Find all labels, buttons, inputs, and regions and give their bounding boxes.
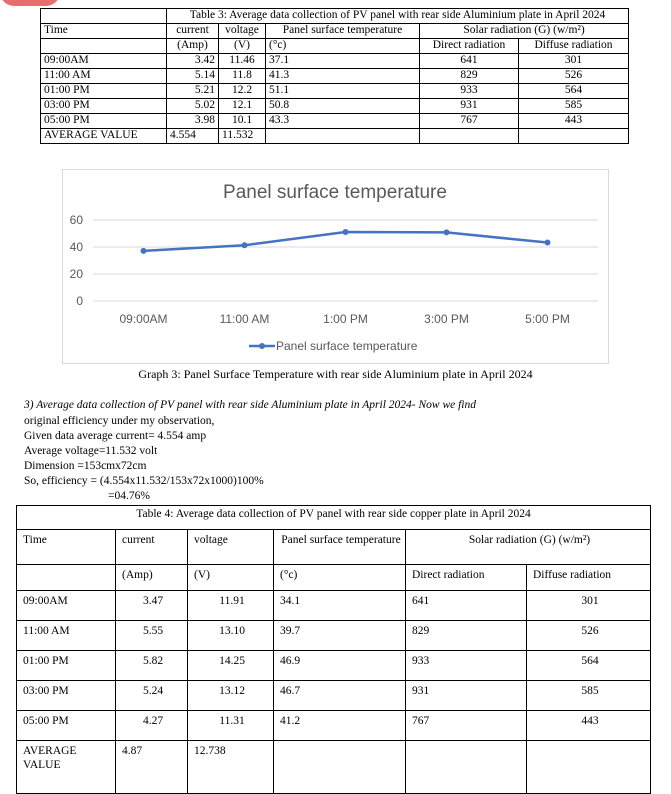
t4-header-voltage: voltage — [188, 530, 274, 565]
data-point — [242, 242, 248, 248]
average-current: 4.87 — [116, 741, 188, 794]
cell-current: 3.42 — [167, 54, 219, 69]
section-3-efficiency-result: =04.76% — [108, 490, 150, 502]
cell-voltage: 12.1 — [219, 99, 266, 114]
data-point — [343, 229, 349, 235]
table-3 — [40, 8, 629, 144]
chart-svg — [63, 170, 608, 363]
average-diffuse-radiation — [527, 741, 651, 794]
cell-current: 5.55 — [116, 621, 188, 651]
average-panel-temp — [266, 129, 420, 144]
table-row — [17, 621, 651, 651]
cell-direct-radiation: 767 — [420, 114, 519, 129]
average-voltage: 11.532 — [219, 129, 266, 144]
cell-panel-temp: 39.7 — [274, 621, 406, 651]
header-solar-radiation: Solar radiation (G) (w/m²) — [420, 24, 629, 39]
cell-direct-radiation: 641 — [420, 54, 519, 69]
cell-diffuse-radiation: 585 — [527, 681, 651, 711]
cell-direct-radiation: 933 — [420, 84, 519, 99]
t4-unit-amp: (Amp) — [116, 565, 188, 591]
cell-diffuse-radiation: 526 — [527, 621, 651, 651]
t4-header-current: current — [116, 530, 188, 565]
x-tick-label: 11:00 AM — [219, 312, 270, 326]
table-3-caption: Table 3: Average data collection of PV panel with rear side Aluminium plate in April 2024 — [167, 9, 629, 24]
header-panel-temp: Panel surface temperature — [266, 24, 420, 39]
cell-panel-temp: 41.3 — [266, 69, 420, 84]
section-3-line-3: Average voltage=11.532 volt — [24, 445, 158, 457]
cell-time: 03:00 PM — [41, 99, 167, 114]
t4-unit-direct: Direct radiation — [406, 565, 527, 591]
average-time: AVERAGE VALUE — [41, 129, 167, 144]
y-tick-label: 20 — [69, 267, 83, 281]
table-4-body — [17, 591, 651, 794]
unit-volt: (V) — [219, 39, 266, 54]
average-row — [17, 741, 651, 794]
cell-diffuse-radiation: 526 — [519, 69, 629, 84]
section-3-line-5: So, efficiency = (4.554x11.532/153x72x1000)100% — [24, 475, 264, 487]
cell-panel-temp: 46.7 — [274, 681, 406, 711]
series-panel-surface-temperature — [141, 229, 551, 254]
cell-panel-temp: 51.1 — [266, 84, 420, 99]
cell-panel-temp: 50.8 — [266, 99, 420, 114]
t4-unit-volt: (V) — [188, 565, 274, 591]
cell-time: 09:00AM — [17, 591, 116, 621]
cell-diffuse-radiation: 585 — [519, 99, 629, 114]
table-4-caption: Table 4: Average data collection of PV panel with rear side copper plate in April 2024 — [17, 506, 651, 530]
cell-direct-radiation: 931 — [420, 99, 519, 114]
cell-time: 09:00AM — [41, 54, 167, 69]
cell-panel-temp: 34.1 — [274, 591, 406, 621]
x-tick-label: 09:00AM — [119, 312, 168, 326]
cell-voltage: 11.91 — [188, 591, 274, 621]
unit-temp: (°c) — [266, 39, 420, 54]
average-voltage: 12.738 — [188, 741, 274, 794]
cell-time: 11:00 AM — [41, 69, 167, 84]
cell-current: 5.02 — [167, 99, 219, 114]
table-4 — [16, 505, 651, 794]
average-current: 4.554 — [167, 129, 219, 144]
table-3-body — [41, 54, 629, 144]
cell-time: 03:00 PM — [17, 681, 116, 711]
section-3-line-2: Given data average current= 4.554 amp — [24, 430, 207, 442]
cell-diffuse-radiation: 564 — [527, 651, 651, 681]
section-3-heading: 3) Average data collection of PV panel with rear side Aluminium plate in April 2024- Now we find — [24, 399, 476, 411]
table-row — [41, 69, 629, 84]
table-row — [41, 54, 629, 69]
cell-panel-temp: 37.1 — [266, 54, 420, 69]
y-tick-label: 60 — [69, 213, 83, 227]
t4-units-blank — [17, 565, 116, 591]
data-point — [141, 248, 147, 254]
graph-caption: Graph 3: Panel Surface Temperature with rear side Aluminium plate in April 2024 — [138, 367, 533, 381]
t4-header-panel-temp: Panel surface temperature — [274, 530, 406, 565]
header-voltage: voltage — [219, 24, 266, 39]
table-3-blank-corner — [41, 9, 167, 24]
average-diffuse-radiation — [519, 129, 629, 144]
legend-label: Panel surface temperature — [276, 339, 418, 353]
table-row — [41, 99, 629, 114]
cell-current: 5.24 — [116, 681, 188, 711]
table-row — [17, 711, 651, 741]
header-current: current — [167, 24, 219, 39]
cell-time: 11:00 AM — [17, 621, 116, 651]
y-tick-label: 40 — [69, 240, 83, 254]
chart-legend — [249, 339, 418, 353]
cell-voltage: 11.46 — [219, 54, 266, 69]
section-3-line-1: original efficiency under my observation, — [24, 415, 215, 427]
cell-direct-radiation: 829 — [420, 69, 519, 84]
cell-time: 01:00 PM — [17, 651, 116, 681]
cell-diffuse-radiation: 443 — [519, 114, 629, 129]
cell-current: 5.21 — [167, 84, 219, 99]
chart-title: Panel surface temperature — [223, 182, 447, 203]
units-blank — [41, 39, 167, 54]
cell-current: 5.14 — [167, 69, 219, 84]
average-row — [41, 129, 629, 144]
average-time: AVERAGE VALUE — [17, 741, 116, 794]
header-time: Time — [41, 24, 167, 39]
section-3-line-4: Dimension =153cmx72cm — [24, 460, 147, 472]
unit-direct: Direct radiation — [420, 39, 519, 54]
cell-direct-radiation: 931 — [406, 681, 527, 711]
cell-diffuse-radiation: 301 — [519, 54, 629, 69]
cell-diffuse-radiation: 564 — [519, 84, 629, 99]
table-row — [41, 114, 629, 129]
cell-voltage: 11.8 — [219, 69, 266, 84]
cell-diffuse-radiation: 301 — [527, 591, 651, 621]
table-row — [17, 651, 651, 681]
data-point — [545, 240, 551, 246]
cell-voltage: 12.2 — [219, 84, 266, 99]
average-direct-radiation — [420, 129, 519, 144]
unit-diffuse: Diffuse radiation — [519, 39, 629, 54]
cell-panel-temp: 43.3 — [266, 114, 420, 129]
cell-time: 01:00 PM — [41, 84, 167, 99]
cell-voltage: 10.1 — [219, 114, 266, 129]
t4-unit-temp: (°c) — [274, 565, 406, 591]
t4-header-solar-radiation: Solar radiation (G) (w/m²) — [406, 530, 651, 565]
table-row — [41, 84, 629, 99]
table-row — [17, 681, 651, 711]
t4-unit-diffuse: Diffuse radiation — [527, 565, 651, 591]
cell-current: 3.98 — [167, 114, 219, 129]
cell-diffuse-radiation: 443 — [527, 711, 651, 741]
average-direct-radiation — [406, 741, 527, 794]
cell-voltage: 13.12 — [188, 681, 274, 711]
cell-current: 5.82 — [116, 651, 188, 681]
cell-direct-radiation: 829 — [406, 621, 527, 651]
cell-voltage: 13.10 — [188, 621, 274, 651]
red-header-decoration — [0, 0, 60, 6]
cell-voltage: 11.31 — [188, 711, 274, 741]
x-tick-label: 3:00 PM — [424, 312, 469, 326]
cell-direct-radiation: 767 — [406, 711, 527, 741]
data-point — [444, 229, 450, 235]
cell-voltage: 14.25 — [188, 651, 274, 681]
x-axis-ticks — [119, 312, 569, 326]
legend-marker — [259, 343, 265, 349]
cell-current: 4.27 — [116, 711, 188, 741]
average-panel-temp — [274, 741, 406, 794]
y-axis-ticks — [70, 213, 84, 308]
cell-direct-radiation: 933 — [406, 651, 527, 681]
cell-panel-temp: 41.2 — [274, 711, 406, 741]
cell-time: 05:00 PM — [17, 711, 116, 741]
cell-time: 05:00 PM — [41, 114, 167, 129]
t4-header-time: Time — [17, 530, 116, 565]
cell-current: 3.47 — [116, 591, 188, 621]
cell-direct-radiation: 641 — [406, 591, 527, 621]
unit-amp: (Amp) — [167, 39, 219, 54]
table-row — [17, 591, 651, 621]
x-tick-label: 1:00 PM — [323, 312, 368, 326]
x-tick-label: 5:00 PM — [525, 312, 570, 326]
y-tick-label: 0 — [76, 294, 83, 308]
cell-panel-temp: 46.9 — [274, 651, 406, 681]
line-chart — [62, 169, 609, 364]
